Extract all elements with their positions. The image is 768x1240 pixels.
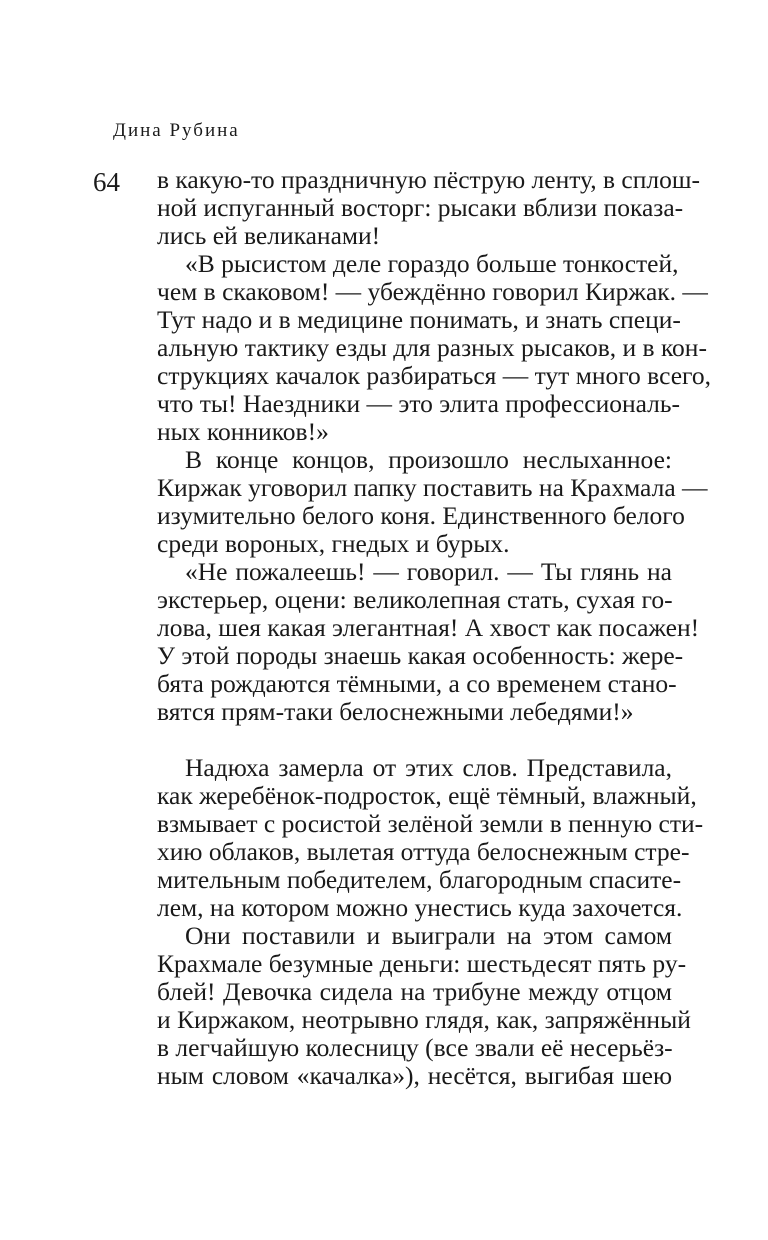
text-line: в легчайшую колесницу (все звали её несерьёз- [157,1033,673,1062]
text-line: Тут надо и в медицине понимать, и знать специ- [157,305,681,334]
running-head: Дина Рубина [113,120,240,141]
text-line: изумительно белого коня. Единственного белого [157,501,685,530]
text-line: В конце концов, произошло неслыханное: [185,445,672,474]
text-line: чем в скаковом! — убеждённо говорил Киржак. — [157,277,708,306]
text-line: и Киржаком, неотрывно глядя, как, запряжённый [157,1005,691,1034]
text-line: среди вороных, гнедых и бурых. [157,529,510,558]
text-line: ной испуганный восторг: рысаки вблизи показа- [157,193,684,222]
paragraph-gap [157,726,672,754]
text-line: как жеребёнок-подросток, ещё тёмный, влажный, [157,781,697,810]
page-number: 64 [93,167,120,197]
text-line: «В рысистом деле гораздо больше тонкостей, [185,249,679,278]
text-line: вятся прям-таки белоснежными лебедями!» [157,697,634,726]
text-line: лем, на котором можно унестись куда захочется. [157,893,683,922]
text-line: в какую-то праздничную пёструю ленту, в сплош- [157,165,700,194]
text-line: мительным победителем, благородным спасите- [157,865,682,894]
text-line: У этой породы знаешь какая особенность: жере- [157,641,684,670]
text-line: ным словом «качалка»), несётся, выгибая шею [157,1061,672,1090]
text-line: Они поставили и выиграли на этом самом [185,921,672,950]
text-line: альную тактику езды для разных рысаков, и в кон- [157,333,707,362]
text-line: «Не пожалеешь! — говорил. — Ты глянь на [185,557,672,586]
text-line: Крахмале безумные деньги: шестьдесят пять ру- [157,949,687,978]
text-line: Киржак уговорил папку поставить на Крахмала — [157,473,708,502]
body-text [157,165,711,1090]
text-line: ных конников!» [157,417,329,446]
text-line: лись ей великанами! [157,221,381,250]
text-line: бята рождаются тёмными, а со временем стано- [157,669,677,698]
text-line: взмывает с росистой зелёной земли в пенную сти- [157,809,704,838]
text-line: струкциях качалок разбираться — тут много всего, [157,361,711,390]
text-line: Надюха замерла от этих слов. Представила, [185,753,672,782]
text-line: блей! Девочка сидела на трибуне между отцом [157,977,672,1006]
text-line: что ты! Наездники — это элита профессиональ- [157,389,680,418]
text-line: лова, шея какая элегантная! А хвост как посажен! [157,613,700,642]
text-line: экстерьер, оцени: великолепная стать, сухая го- [157,585,673,614]
text-line: хию облаков, вылетая оттуда белоснежным стре- [157,837,690,866]
